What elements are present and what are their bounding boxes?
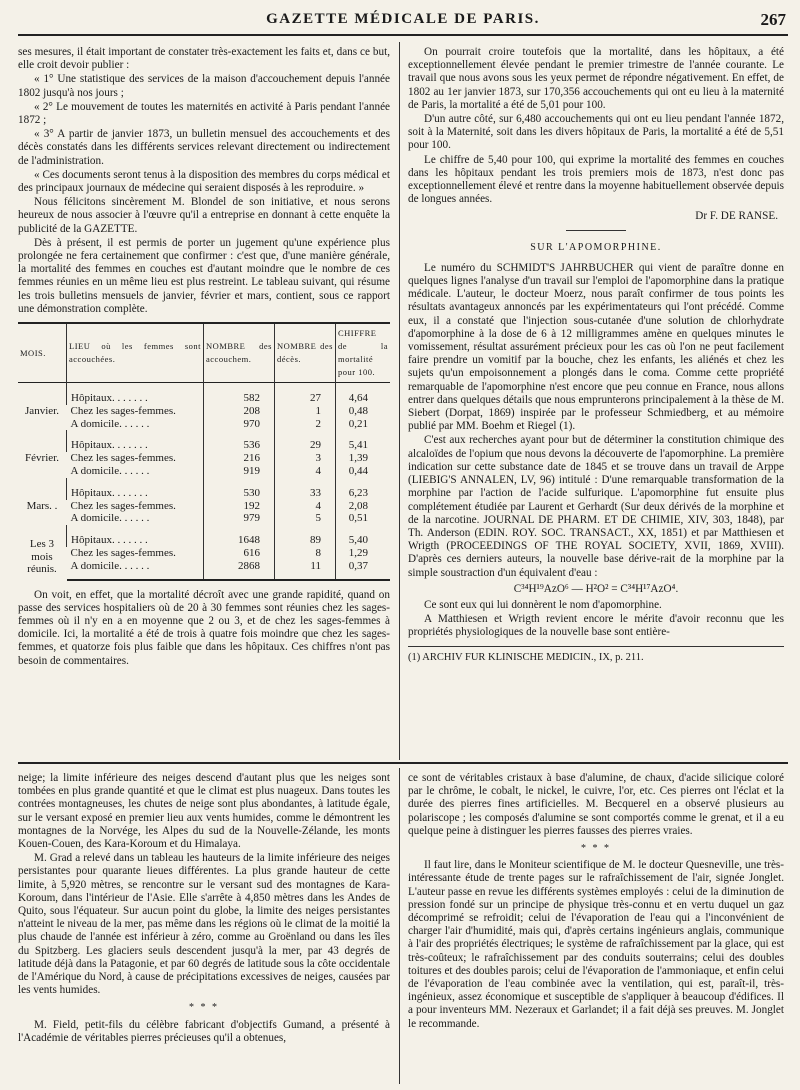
place-cell: Hôpitaux. . . . . . .: [67, 478, 204, 500]
place-cell: Chez les sages-femmes.: [70, 547, 176, 560]
mortality-table: [18, 322, 390, 581]
births-cell: 530: [204, 478, 275, 500]
rate-cell: 5,40: [336, 525, 391, 547]
table-row: [18, 430, 390, 452]
table-header: CHIFFRE de la mortalité pour 100.: [336, 323, 391, 383]
paragraph: A Matthiesen et Wrigth revient encore le mérite d'avoir reconnu que les propriétés physiologiques de la nouvelle base sont entière-: [408, 613, 784, 639]
deaths-cell: 8: [275, 547, 336, 560]
paragraph: « Ces documents seront tenus à la disposition des membres du corps médical et des principaux journaux de médecine qui seraient disposés à les reproduire. »: [18, 168, 390, 195]
deaths-cell: 4: [275, 465, 336, 478]
place-cell: A domicile. . . . . .: [70, 512, 150, 525]
paragraph: Ce sont eux qui lui donnèrent le nom d'apomorphine.: [424, 598, 662, 611]
deaths-cell: 11: [275, 560, 336, 580]
journal-title: GAZETTE MÉDICALE DE PARIS.: [266, 11, 540, 27]
deaths-cell: 4: [275, 500, 336, 513]
table-row: [18, 405, 390, 418]
deaths-cell: 89: [275, 525, 336, 547]
paragraph: Il faut lire, dans le Moniteur scientifique de M. le docteur Quesneville, une très-intéressante étude de trente pages sur le rafraîchissement de l'air, signée Jonglet. L'auteur passe en revue les différents systèmes employés : celui de la diminution de pression fondé sur un principe de physique très-connu et en vertu duquel un gaz décomprimé se refroidit; celui de l'évaporation de l'eau qui a l'inconvénient de charger l'air d'humidité, mais qui, d'après certains ingénieurs anglais, communique à l'air des propriétés électriques; le système de rafraîchissement par la glace, qui est très-coûteux; le rafraîchissement par des conduits souterrains; celui des doubles toitures et des doubles parois; celui de l'évaporation de l'ammoniaque, et enfin celui de l'évaporation de l'eau combinée avec la ventilation, qui est, paraît-il, très-ingénieux, assez économique et susceptible de s'appliquer à beaucoup d'édifices. Il a pour inventeurs MM. Nezeraux et Garlandet; il a fait déjà ses preuves. M. Jonglet le recommande.: [408, 859, 784, 1030]
table-row: [18, 560, 390, 580]
deaths-cell: 1: [275, 405, 336, 418]
chemical-formula: C³⁴H¹⁹AzO⁶ — H²O² = C³⁴H¹⁷AzO⁴.: [513, 582, 679, 595]
paragraph: Le numéro du SCHMIDT'S JAHRBUCHER qui vient de paraître donne en quelques lignes l'analyse d'un travail sur l'emploi de l'apomorphine dans la pratique médicale. L'auteur, le docteur Moerz, nous paraît confirmer de tous points les résultats avantageux annoncés par les expérimentateurs qui l'ont précédé. Comme eux, il a constaté que l'injection sous-cutanée d'une solution de chlorhydrate d'apomorphine à la dose de 6 à 12 milligrammes amène en quelques minutes le vomissement, résultat assurément précieux pour les cas où l'on ne peut facilement faire prendre un vomitif par la bouche, chez les enfants, les aliénés et chez les sujets qu'un empoisonnement a plongés dans le coma. Comme cette propriété remarquable de l'apomorphine n'est encore que peu connue en France, nous allons entrer dans quelques détails que nous emprunterons principalement à la thèse de M. Siebert (Dorpat, 1869) inspirée par le professeur Schmiedberg, et au mémoire publié par MM. Boehm et Riegel (1).: [408, 261, 784, 433]
section-rule: [18, 762, 788, 764]
table-row: [18, 478, 390, 500]
births-cell: 970: [204, 418, 275, 431]
table-header: NOMBRE des décès.: [275, 323, 336, 383]
table-body: [18, 383, 390, 580]
asterism: * * *: [189, 1002, 219, 1014]
deaths-cell: 2: [275, 418, 336, 431]
births-cell: 919: [204, 465, 275, 478]
place-cell: Chez les sages-femmes.: [70, 404, 176, 417]
rate-cell: 0,44: [336, 465, 391, 478]
deaths-cell: 33: [275, 478, 336, 500]
place-cell: Chez les sages-femmes.: [70, 499, 176, 512]
deaths-cell: 3: [275, 452, 336, 465]
place-cell: A domicile. . . . . .: [67, 560, 204, 580]
paragraph: ses mesures, il était important de constater très-exactement les faits et, dans ce but, elle croit devoir publier :: [18, 46, 390, 72]
deaths-cell: 27: [275, 383, 336, 405]
lower-right-column: [408, 772, 784, 1032]
births-cell: 208: [204, 405, 275, 418]
author-signature: Dr F. DE RANSE.: [695, 210, 778, 223]
rate-cell: 6,23: [336, 478, 391, 500]
paragraph: Dès à présent, il est permis de porter un jugement qu'une expérience plus prolongée ne fera certainement que confirmer : c'est que, d'une manière générale, la mortalité des femmes en couches est d'autant moindre que le nombre de ces femmes réunies en un même lieu est plus restreint. Le tableau suivant, qui résume les trois bulletins mensuels de janvier, février et mars, contient, sous ce rapport une démonstration complète.: [18, 236, 390, 315]
paragraph: « 1° Une statistique des services de la maison d'accouchement depuis l'année 1802 jusqu'à nos jours ;: [18, 73, 390, 99]
month-cell: Janvier.: [25, 404, 59, 417]
place-cell: Hôpitaux. . . . . . .: [67, 430, 204, 452]
births-cell: 2868: [204, 560, 275, 580]
births-cell: 536: [204, 430, 275, 452]
rate-cell: 4,64: [336, 383, 391, 405]
paragraph: « 2° Le mouvement de toutes les maternités en activité à Paris pendant l'année 1872 ;: [18, 100, 390, 127]
paragraph: On pourrait croire toutefois que la mortalité, dans les hôpitaux, a été exceptionnellement élevée pendant le premier trimestre de l'année courante. Le travail que nous avons sous les yeux permet de répondre négativement. En effet, de 1802 au 1er janvier 1873, sur 170,356 accouchements qui ont eu lieu à la maternité de Paris, la mortalité a été de 5,01 pour 100.: [408, 46, 784, 111]
page-number: 267: [760, 10, 786, 29]
table-header: MOIS.: [20, 347, 46, 358]
rate-cell: 1,29: [336, 547, 391, 560]
rate-cell: 0,21: [336, 418, 391, 431]
births-cell: 582: [204, 383, 275, 405]
births-cell: 979: [204, 512, 275, 525]
rate-cell: 1,39: [336, 452, 391, 465]
table-header: NOMBRE des accouchem.: [204, 323, 275, 383]
month-cell: Mars. .: [26, 499, 58, 512]
footnote: (1) ARCHIV FUR KLINISCHE MEDICIN., IX, p. 211.: [408, 646, 784, 664]
rate-cell: 0,48: [336, 405, 391, 418]
table-row: [18, 512, 390, 525]
column-divider: [399, 42, 400, 760]
paragraph: Le chiffre de 5,40 pour 100, qui exprime la mortalité des femmes en couches dans les hôpitaux pendant les trois premiers mois de 1873, n'est donc pas exceptionnellement élevé et rentre dans la moyenne habituellement observée depuis de longues années.: [408, 153, 784, 206]
place-cell: Hôpitaux. . . . . . .: [67, 525, 204, 547]
paragraph: « 3° A partir de janvier 1873, un bulletin mensuel des accouchements et des décès constatés dans les différents services relevant directement ou indirectement de l'administration.: [18, 128, 390, 167]
month-cell: Février.: [25, 452, 59, 465]
column-divider-lower: [399, 768, 400, 1084]
section-title: SUR L'APOMORPHINE.: [530, 241, 662, 253]
births-cell: 192: [204, 500, 275, 513]
paragraph: M. Field, petit-fils du célèbre fabricant d'objectifs Gumand, a présenté à l'Académie de véritables pierres précieuses qu'il a obtenues,: [18, 1018, 390, 1044]
lower-left-column: [18, 772, 390, 1046]
table-header-row: [18, 323, 390, 383]
asterism: * * *: [581, 843, 611, 855]
place-cell: Chez les sages-femmes.: [70, 452, 176, 465]
paragraph: C'est aux recherches ayant pour but de déterminer la constitution chimique des alcaloïdes de l'opium que nous devons la découverte de l'apomorphine. La première indication sur cette substance date de 1845 et se trouve dans un travail de Arppe (LIEBIG'S ANNALEN, LV, 96) intitulé : D'une remarquable transformation de la morphine par l'action de l'acide sulfurique. L'apomorphine fut ensuite plus complétement étudiée par Laurent et Gerhardt (Sur deux dérivés de la morphine et de la narcotine. JOURNAL DE PHARM. ET DE CHIMIE, XIV, 303, 1848), par Th. Anderson (EDIN. ROY. SOC. TRANSACT., XX, 1851) et par Matthiesen et Wrigth (PROCEEDINGS OF THE ROYAL SOCIETY, XVII, 1869, XVIII). D'après ces derniers auteurs, la nouvelle base dérive-rait de la morphine par la simple soustraction d'un équivalent d'eau :: [408, 434, 784, 579]
place-cell: A domicile. . . . . .: [70, 465, 150, 478]
births-cell: 616: [204, 547, 275, 560]
paragraph: D'un autre côté, sur 6,480 accouchements qui ont eu lieu pendant l'année 1872, soit à la Maternité, soit dans les divers hôpitaux de Paris, la mortalité a été de 5,51 pour 100.: [408, 113, 784, 152]
table-row: [18, 452, 390, 465]
table-header: LIEU où les femmes sont accouchées.: [67, 323, 204, 383]
paragraph: M. Grad a relevé dans un tableau les hauteurs de la limite inférieure des neiges persistantes pour quarante lieues différentes. La plus grande hauteur de cette limite, à 5,920 mètres, se rencontre sur le versant sud des montagnes de Kara-Koroum, dans l'intérieur de l'Asie. Elle s'arrête à 4,850 mètres dans les Andes de Quito, sous l'équateur. Sur aucun point du globe, la limite des neiges persistantes n'atteint le niveau de la mer, pas même dans les régions où le climat de la moitié la plus chaude de l'année est inférieur à zéro, comme au Groënland ou dans les îles du Spitzberg. Les glaciers seuls descendent jusqu'à la mer, par 43 degrés de latitude déjà dans la Patagonie, et par 60 degrés de latitude sous la côte occidentale de l'Amérique du Nord, à cause de précipitations excessives de neiges, causées par les vents humides.: [18, 852, 390, 997]
births-cell: 216: [204, 452, 275, 465]
paragraph: ce sont de véritables cristaux à base d'alumine, de chaux, d'acide silicique coloré par le chrôme, le cobalt, le nickel, le cuivre, l'or, etc. Ces pierres ont l'éclat et la durée des pierres fines artificielles. M. Becquerel en a observé plusieurs au polariscope ; les composés d'alumine se sont comportés comme le grenat, et il a eu quelque peine à distinguer les pierres fausses des pierres vraies.: [408, 772, 784, 837]
place-cell: Hôpitaux. . . . . . .: [67, 383, 204, 405]
paragraph: neige; la limite inférieure des neiges descend d'autant plus que les neiges sont tombées en plus grande quantité et que le climat est plus nuageux. Dans toutes les contrées montagneuses, les chutes de neige sont plus abondantes, à latitude égale, sur le versant exposé en premier lieu aux vents humides, comme le démontrent les montagnes de la Norvége, les Alpes du sud de la Nouvelle-Zélande, les monts Kouen-Couen, des Kara-Koroum et du Himalaya.: [18, 772, 390, 851]
rate-cell: 0,51: [336, 512, 391, 525]
table-row: [18, 547, 390, 560]
page-header: [18, 8, 788, 36]
table-row: [18, 465, 390, 478]
births-cell: 1648: [204, 525, 275, 547]
rate-cell: 2,08: [336, 500, 391, 513]
table-row: [18, 418, 390, 431]
table-row: [18, 383, 390, 405]
month-cell: Les 3 mois réunis.: [27, 537, 57, 576]
deaths-cell: 29: [275, 430, 336, 452]
rate-cell: 0,37: [336, 560, 391, 580]
table-row: [18, 525, 390, 547]
paragraph: Nous félicitons sincèrement M. Blondel de son initiative, et nous serons heureux de nous associer à l'œuvre qu'il a entreprise en donnant à cette enquête la publicité de la GAZETTE.: [18, 196, 390, 235]
right-column: [408, 46, 784, 664]
left-column: [18, 46, 390, 669]
paragraph: On voit, en effet, que la mortalité décroît avec une grande rapidité, quand on passe des services hospitaliers où de 20 à 30 femmes sont réunies chez les sages-femmes où il n'y en a en moyenne que 2 ou 3, et de chez les sages-femmes à domicile. Ici, la mortalité a été de trois à quatre fois moindre que chez les sages-femmes, et quatorze fois plus faible que dans les hôpitaux. Ces chiffres n'ont pas besoin de commentaires.: [18, 588, 390, 667]
section-divider: [566, 230, 626, 231]
rate-cell: 5,41: [336, 430, 391, 452]
place-cell: A domicile. . . . . .: [70, 417, 150, 430]
table-row: [18, 500, 390, 513]
deaths-cell: 5: [275, 512, 336, 525]
